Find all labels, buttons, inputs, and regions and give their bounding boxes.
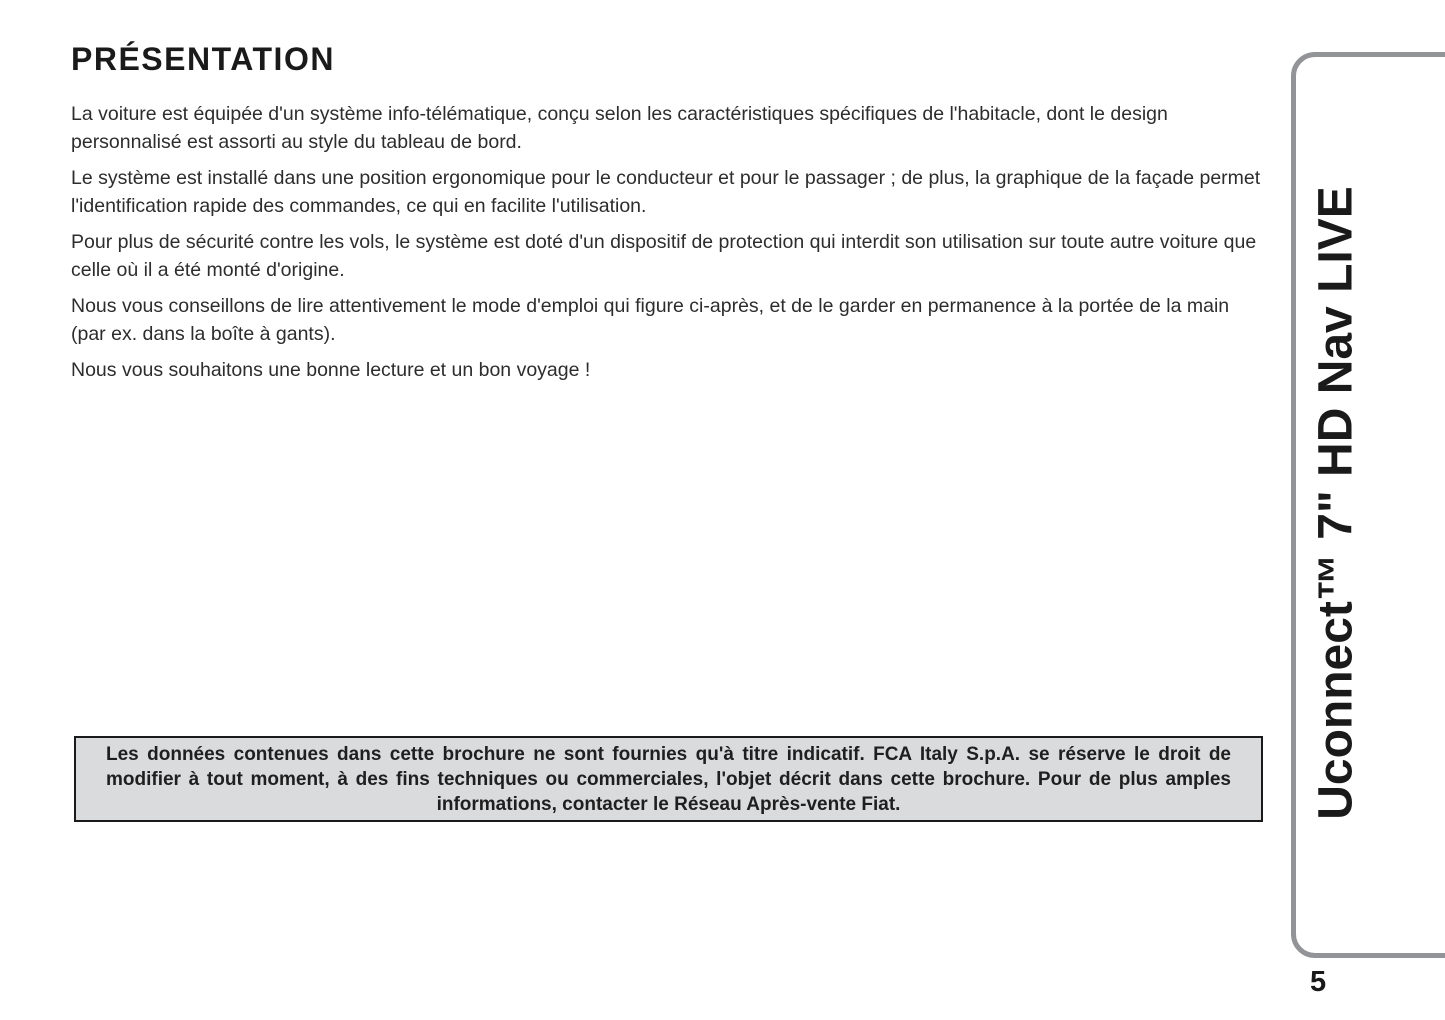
paragraph-greeting: Nous vous souhaitons une bonne lecture et un bon voyage !	[71, 359, 591, 381]
main-content	[71, 40, 1263, 392]
paragraph-intro: La voiture est équipée d'un système info-télématique, conçu selon les caractéristiques spécifiques de l'habitacle, dont le design personnalisé est assorti au style du tableau de bord.	[71, 103, 1168, 153]
disclaimer-text: Les données contenues dans cette brochure ne sont fournies qu'à titre indicatif. FCA Italy S.p.A. se réserve le droit de modifier à tout moment, à des fins techniques ou commerciales, l'objet décrit dans cette brochure. Pour de plus amples informations, contacter le Réseau Après-vente Fiat.	[106, 743, 1231, 815]
page-number: 5	[1310, 966, 1327, 998]
page-title: PRÉSENTATION	[71, 41, 335, 77]
paragraph-security: Pour plus de sécurité contre les vols, le système est doté d'un dispositif de protection qui interdit son utilisation sur toute autre voiture que celle où il a été monté d'origine.	[71, 231, 1257, 281]
paragraph-advice: Nous vous conseillons de lire attentivement le mode d'emploi qui figure ci-après, et de le garder en permanence à la portée de la main (par ex. dans la boîte à gants).	[71, 295, 1230, 345]
disclaimer-box	[74, 736, 1263, 822]
paragraph-ergonomics: Le système est installé dans une position ergonomique pour le conducteur et pour le passager ; de plus, la graphique de la façade permet l'identification rapide des commandes, ce qui en facilite l'utilisation.	[71, 167, 1261, 217]
chapter-tab-label: Uconnect™ 7" HD Nav LIVE	[1309, 186, 1363, 820]
